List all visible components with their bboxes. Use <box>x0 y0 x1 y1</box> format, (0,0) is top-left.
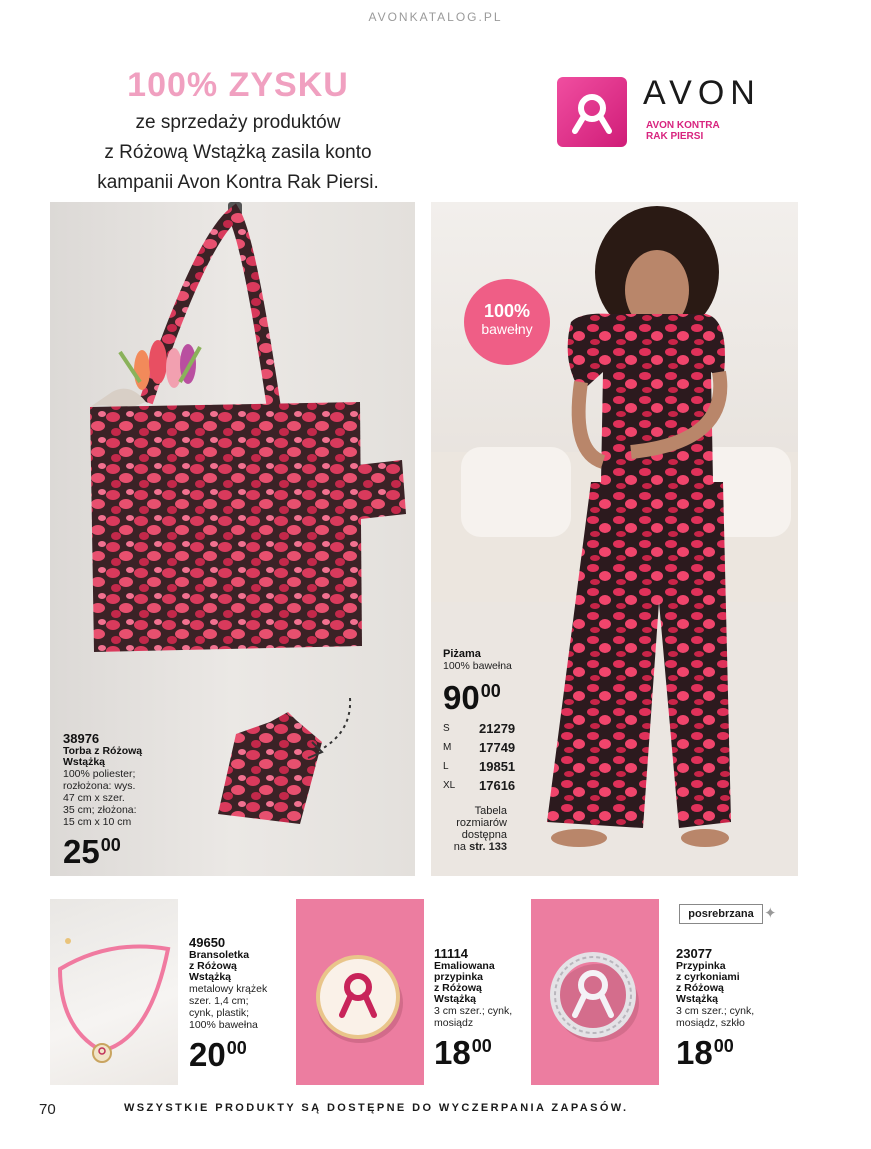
availability-disclaimer: WSZYSTKIE PRODUKTY SĄ DOSTĘPNE DO WYCZERPANIA ZAPASÓW. <box>124 1102 629 1114</box>
pajama-price-dec: 00 <box>480 681 501 701</box>
pin-price <box>434 1029 512 1070</box>
brooch-photo <box>531 899 659 1085</box>
cotton-badge-percent: 100% <box>483 301 531 321</box>
size-row <box>443 719 535 738</box>
bag-info <box>63 731 142 869</box>
enamel-pin-illustration <box>296 899 424 1085</box>
brooch-price <box>676 1029 754 1070</box>
bag-price <box>63 828 142 869</box>
bracelet-desc-4: 100% bawełna <box>189 1019 258 1031</box>
bracelet-price-int: 20 <box>189 1036 226 1073</box>
bag-price-int: 25 <box>63 833 100 870</box>
size-chart-note <box>443 805 507 853</box>
bracelet-desc-3: cynk, plastik; <box>189 1007 250 1019</box>
campaign-tag-line-1: AVON KONTRA <box>646 120 720 131</box>
size-label: XL <box>443 780 456 791</box>
cotton-badge-label: bawełny <box>481 321 533 337</box>
brooch-illustration <box>531 899 659 1085</box>
brooch-price-int: 18 <box>676 1034 713 1071</box>
size-note-3: dostępna <box>461 829 507 841</box>
ribbon-logo-icon <box>557 77 627 147</box>
pin-name-2: przypinka <box>434 971 484 983</box>
bracelet-sku: 49650 <box>189 935 226 950</box>
size-code: 17616 <box>479 778 516 793</box>
hero-title: 100% ZYSKU <box>127 66 349 104</box>
size-note-1: Tabela <box>474 805 507 817</box>
brooch-name-4: Wstążką <box>676 993 719 1005</box>
pajama-price-int: 90 <box>443 679 480 716</box>
size-note-2: rozmiarów <box>456 817 507 829</box>
bag-price-dec: 00 <box>100 835 121 855</box>
pin-sku: 11114 <box>434 946 468 961</box>
size-code: 21279 <box>479 721 516 736</box>
hero-line-2: z Różową Wstążką zasila konto <box>104 142 372 163</box>
bracelet-price-dec: 00 <box>226 1038 247 1058</box>
brooch-price-dec: 00 <box>713 1036 734 1056</box>
size-note-page-ref: str. 133 <box>469 841 507 853</box>
bracelet-name-2: z Różową <box>189 960 237 972</box>
brooch-info <box>676 946 754 1070</box>
hero-subtitle <box>40 108 436 198</box>
bag-desc-5: 15 cm x 10 cm <box>63 816 132 828</box>
bag-desc-3: 47 cm x szer. <box>63 792 125 804</box>
size-note-4 <box>443 841 507 853</box>
hero-line-1: ze sprzedaży produktów <box>135 112 341 133</box>
brooch-desc-1: 3 cm szer.; cynk, <box>676 1005 755 1017</box>
enamel-pin-photo <box>296 899 424 1085</box>
size-table <box>443 719 535 795</box>
brooch-name-1: Przypinka <box>676 960 726 972</box>
size-label: S <box>443 723 450 734</box>
pin-price-dec: 00 <box>471 1036 492 1056</box>
pin-name-3: z Różową <box>434 982 482 994</box>
size-note-4a: na <box>453 841 470 853</box>
hero-line-3: kampanii Avon Kontra Rak Piersi. <box>97 172 379 193</box>
site-url: AVONKATALOG.PL <box>368 10 503 24</box>
pajama-info <box>443 649 535 853</box>
brooch-desc-2: mosiądz, szkło <box>676 1017 745 1029</box>
bracelet-name-1: Bransoletka <box>189 949 250 961</box>
pin-name-1: Emaliowana <box>434 960 495 972</box>
brooch-sku: 23077 <box>676 946 713 961</box>
brooch-name-2: z cyrkoniami <box>676 971 740 983</box>
bracelet-photo <box>50 899 178 1085</box>
page-number: 70 <box>39 1101 56 1118</box>
sparkle-icon: ✦ <box>764 905 777 922</box>
bag-desc-2: rozłożona: wys. <box>63 780 136 792</box>
pajama-material: 100% bawełna <box>443 660 512 672</box>
size-code: 17749 <box>479 740 516 755</box>
bag-name-1: Torba z Różową <box>63 745 143 757</box>
bracelet-desc-1: metalowy krążek <box>189 983 268 995</box>
bracelet-desc-2: szer. 1,4 cm; <box>189 995 249 1007</box>
silver-plated-label: posrebrzana <box>679 904 763 924</box>
bracelet-illustration <box>50 899 178 1085</box>
pin-desc-2: mosiądz <box>434 1017 474 1029</box>
size-label: L <box>443 761 449 772</box>
size-label: M <box>443 742 452 753</box>
pajama-name: Piżama <box>443 648 481 660</box>
pin-desc-1: 3 cm szer.; cynk, <box>434 1005 513 1017</box>
bag-desc-4: 35 cm; złożona: <box>63 804 137 816</box>
campaign-tagline <box>646 120 756 142</box>
cotton-badge <box>464 279 550 365</box>
bag-sku: 38976 <box>63 731 100 746</box>
size-row <box>443 757 535 776</box>
bag-desc-1: 100% poliester; <box>63 768 136 780</box>
bracelet-name-3: Wstążką <box>189 971 232 983</box>
pajama-price <box>443 674 535 715</box>
pin-price-int: 18 <box>434 1034 471 1071</box>
pin-info <box>434 946 512 1070</box>
size-row <box>443 776 535 795</box>
pin-name-4: Wstążką <box>434 993 477 1005</box>
bracelet-price <box>189 1031 267 1072</box>
size-row <box>443 738 535 757</box>
bracelet-info <box>189 935 267 1072</box>
bag-name-2: Wstążką <box>63 756 106 768</box>
campaign-tag-line-2: RAK PIERSI <box>646 131 704 142</box>
brooch-name-3: z Różową <box>676 982 724 994</box>
avon-logo-text: AVON <box>643 74 761 112</box>
size-code: 19851 <box>479 759 516 774</box>
